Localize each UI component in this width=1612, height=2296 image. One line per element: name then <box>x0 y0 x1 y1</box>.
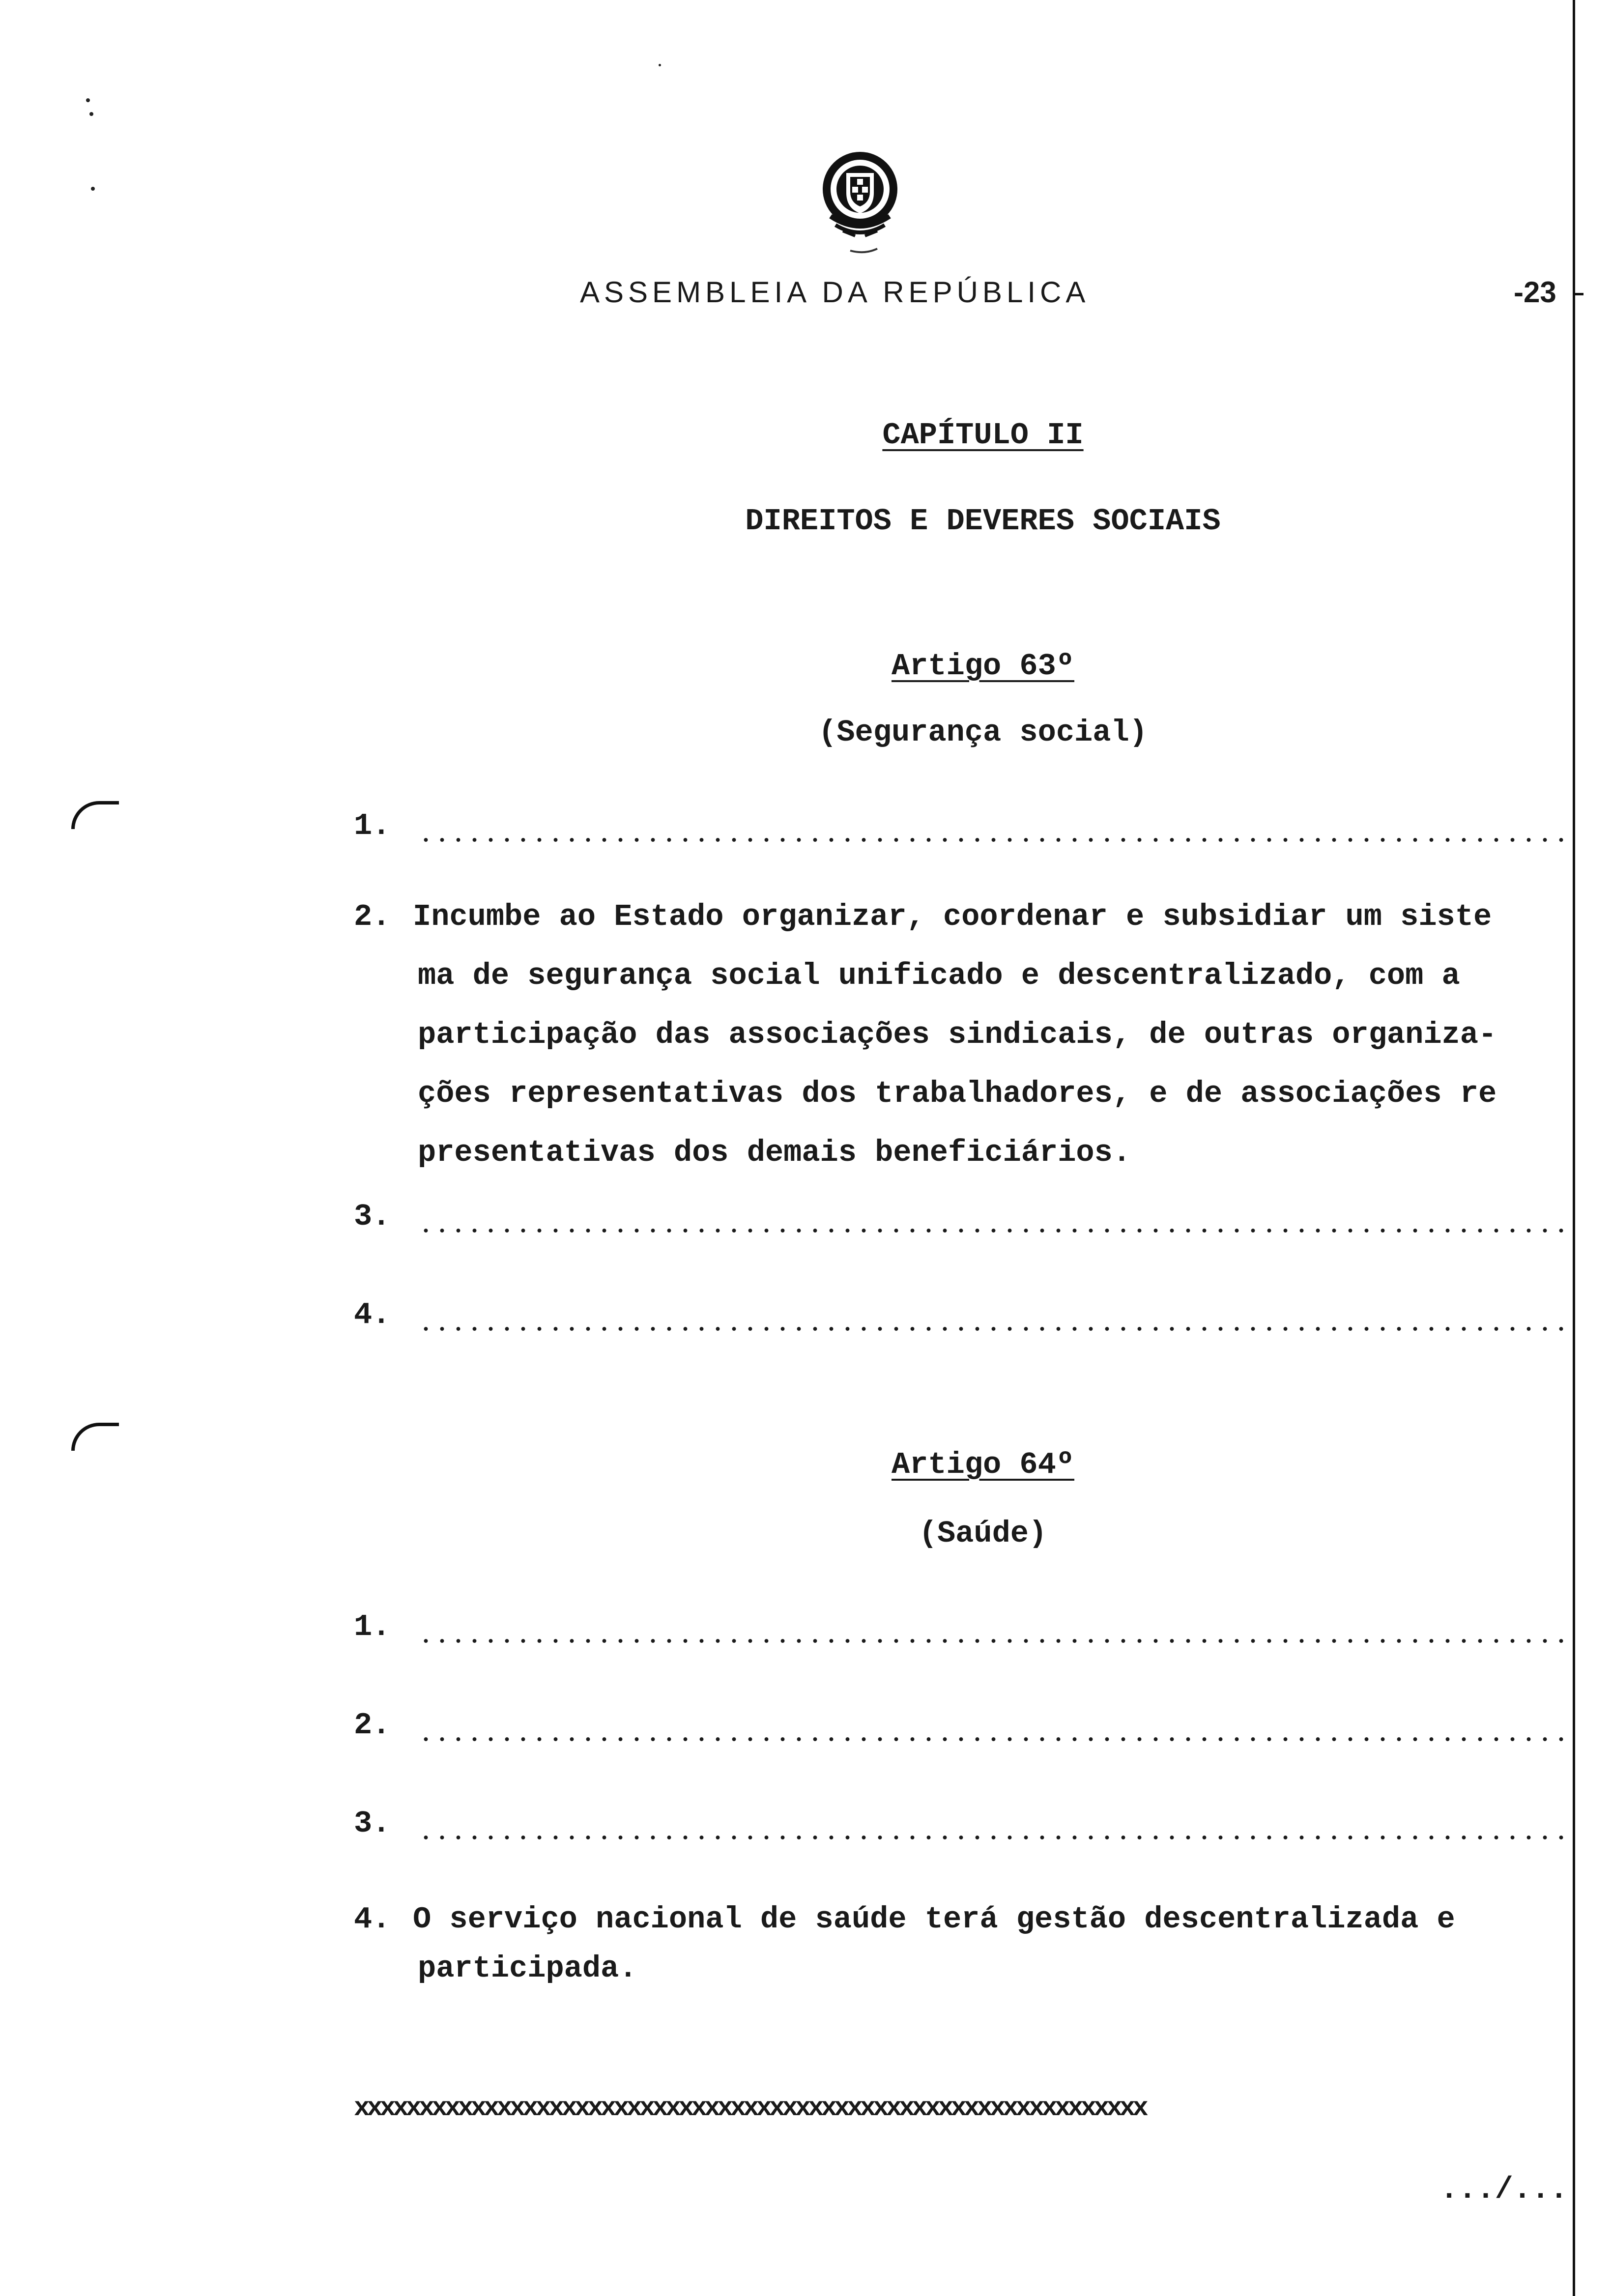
article-64-item-1 <box>354 1609 413 1644</box>
paragraph-line: ções representativas dos trabalhadores, e de associações re <box>418 1076 1497 1111</box>
item-number: 4. <box>354 1297 391 1332</box>
right-margin-rule <box>1573 0 1575 2296</box>
item-number: 3. <box>354 1806 391 1841</box>
item-number: 2. <box>354 1708 391 1743</box>
punch-hole-mark <box>71 1423 119 1451</box>
scan-speck <box>91 187 95 191</box>
item-number: 1. <box>354 1609 391 1644</box>
scan-speck <box>89 112 93 116</box>
page-number: -23 <box>1514 276 1556 309</box>
chapter-subtitle: DIREITOS E DEVERES SOCIAIS <box>745 504 1221 539</box>
article-64-item-2 <box>354 1708 413 1743</box>
institution-heading: ASSEMBLEIA DA REPÚBLICA <box>580 276 1090 309</box>
article-64-subtitle: (Saúde) <box>919 1516 1047 1551</box>
chapter-title: CAPÍTULO II <box>882 418 1084 453</box>
article-64-title: Artigo 64º <box>891 1447 1075 1482</box>
paragraph-line: participação das associações sindicais, de outras organiza- <box>418 1017 1497 1052</box>
article-64-item-3 <box>354 1806 413 1841</box>
paragraph-line: O serviço nacional de saúde terá gestão descentralizada e <box>413 1902 1455 1937</box>
article-63-item-1 <box>354 808 413 843</box>
continuation-marker: .../... <box>1440 2172 1568 2207</box>
paragraph-line: ma de segurança social unificado e descentralizado, com a <box>418 958 1460 993</box>
scan-speck <box>86 98 90 102</box>
dotted-placeholder-line <box>418 1836 1573 1839</box>
dotted-placeholder-line <box>418 838 1573 842</box>
article-63-subtitle: (Segurança social) <box>818 715 1148 750</box>
paragraph-line: participada. <box>418 1951 637 1986</box>
item-number: 3. <box>354 1199 391 1234</box>
scan-speck <box>659 64 661 66</box>
article-63-item-2 <box>354 899 1573 1194</box>
header-rule-tick <box>1573 293 1583 295</box>
item-number: 2. <box>354 899 391 934</box>
dotted-placeholder-line <box>418 1327 1573 1331</box>
dotted-placeholder-line <box>418 1737 1573 1741</box>
punch-hole-mark <box>71 801 119 829</box>
paragraph-line: Incumbe ao Estado organizar, coordenar e subsidiar um siste <box>413 899 1492 934</box>
paragraph-line: presentativas dos demais beneficiários. <box>418 1135 1131 1170</box>
item-number: 4. <box>354 1902 391 1937</box>
item-number: 1. <box>354 808 391 843</box>
article-64-item-4 <box>354 1902 1573 2010</box>
separator-line: xxxxxxxxxxxxxxxxxxxxxxxxxxxxxxxxxxxxxxxxxxxxxxxxxxxxxxxxxxxxx <box>354 2094 1146 2123</box>
article-63-item-4 <box>354 1297 413 1332</box>
dotted-placeholder-line <box>418 1229 1573 1233</box>
article-63-title: Artigo 63º <box>891 649 1075 684</box>
coat-of-arms-icon <box>816 143 904 260</box>
article-63-item-3 <box>354 1199 413 1234</box>
dotted-placeholder-line <box>418 1639 1573 1643</box>
